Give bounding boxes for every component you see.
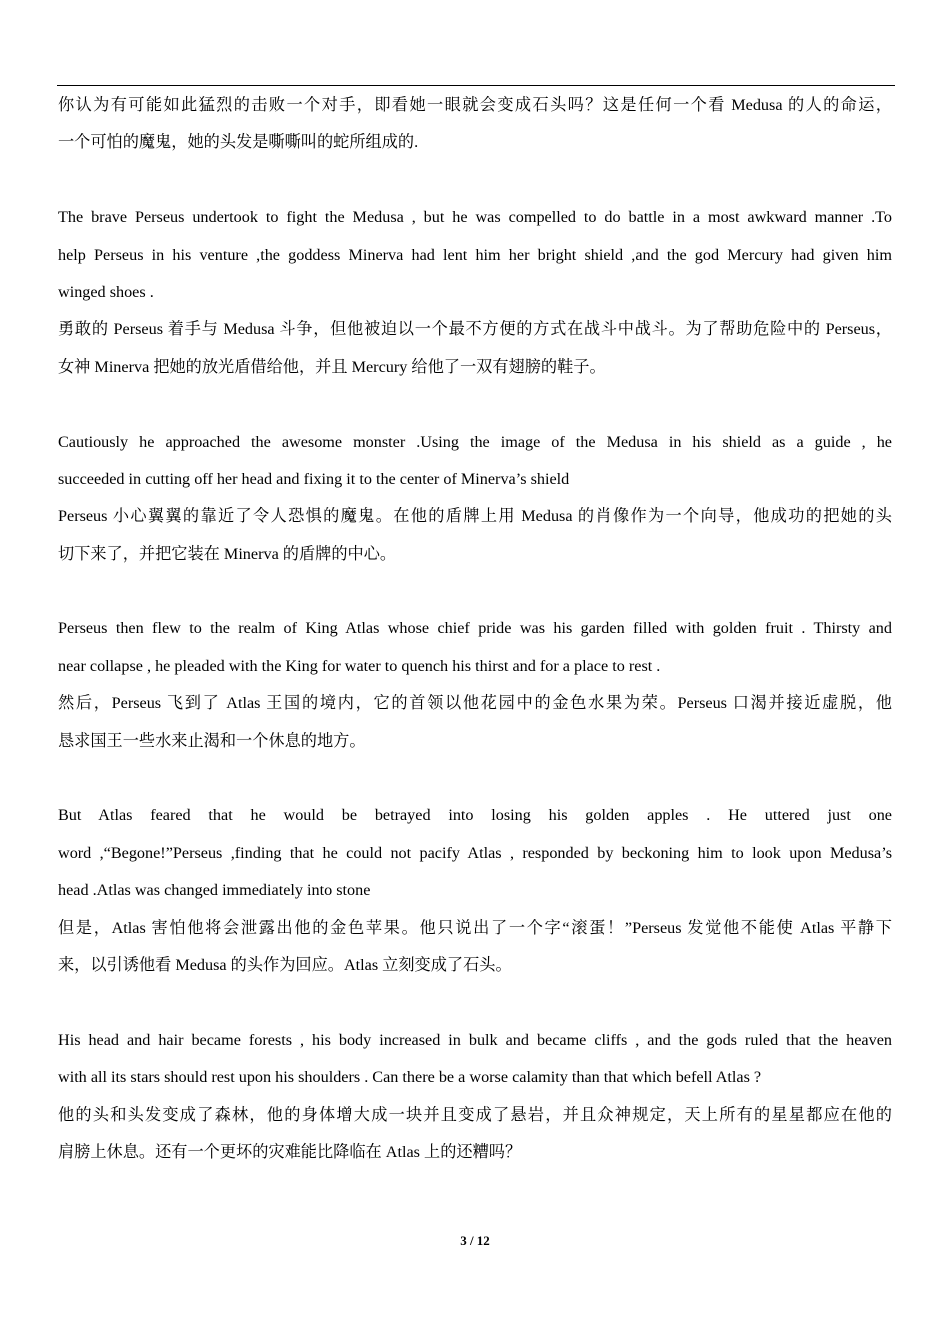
text-line: 但是，Atlas 害怕他将会泄露出他的金色苹果。他只说出了一个字“滚蛋！”Perseus 发觉他不能使 Atlas 平静下 <box>58 918 892 937</box>
text-line: 来，以引诱他看 Medusa 的头作为回应。Atlas 立刻变成了石头。 <box>58 955 512 974</box>
text-line: 然后，Perseus 飞到了 Atlas 王国的境内，它的首领以他花园中的金色水果为荣。Perseus 口渴并接近虚脱，他 <box>58 694 892 713</box>
paragraph-gap <box>58 573 892 610</box>
paragraph <box>58 87 892 162</box>
text-line: Cautiously he approached the awesome monster .Using the image of the Medusa in his shield as a guide , he <box>58 432 892 451</box>
paragraph <box>58 610 892 760</box>
paragraph-gap <box>58 162 892 199</box>
text-line: Perseus then flew to the realm of King Atlas whose chief pride was his garden filled with golden fruit . Thirsty and <box>58 619 892 638</box>
text-line: Perseus 小心翼翼的靠近了令人恐惧的魔鬼。在他的盾牌上用 Medusa 的肖像作为一个向导，他成功的把她的头 <box>58 507 892 526</box>
paragraph <box>58 199 892 386</box>
text-line: 切下来了，并把它装在 Minerva 的盾牌的中心。 <box>58 544 397 563</box>
text-line: 他的头和头发变成了森林，他的身体增大成一块并且变成了悬岩，并且众神规定，天上所有的星星都应在他的 <box>58 1105 892 1124</box>
text-line: 一个可怕的魔鬼，她的头发是嘶嘶叫的蛇所组成的. <box>58 133 419 152</box>
text-line: 你认为有可能如此猛烈的击败一个对手，即看她一眼就会变成石头吗？这是任何一个看 Medusa 的人的命运， <box>58 96 892 114</box>
text-line: But Atlas feared that he would be betrayed into losing his golden apples . He uttered just one <box>58 806 892 825</box>
text-line: winged shoes . <box>58 282 154 301</box>
text-line: 女神 Minerva 把她的放光盾借给他，并且 Mercury 给他了一双有翅膀的鞋子。 <box>58 357 606 376</box>
paragraph <box>58 1022 892 1172</box>
text-line: with all its stars should rest upon his shoulders . Can there be a worse calamity than that which befell Atlas ? <box>58 1068 762 1087</box>
paragraph <box>58 424 892 574</box>
document-body <box>58 87 892 1171</box>
paragraph-gap <box>58 386 892 423</box>
text-line: help Perseus in his venture ,the goddess Minerva had lent him her bright shield ,and the god Mercury had given him <box>58 245 892 264</box>
paragraph-gap <box>58 984 892 1021</box>
paragraph-gap <box>58 760 892 797</box>
text-line: His head and hair became forests , his body increased in bulk and became cliffs , and the gods ruled that the heaven <box>58 1030 892 1049</box>
text-line: 恳求国王一些水来止渴和一个休息的地方。 <box>58 731 366 750</box>
header-rule <box>57 85 895 86</box>
text-line: succeeded in cutting off her head and fixing it to the center of Minerva’s shield <box>58 469 570 488</box>
text-line: head .Atlas was changed immediately into stone <box>58 881 371 900</box>
text-line: near collapse , he pleaded with the King for water to quench his thirst and for a place to rest . <box>58 656 661 675</box>
paragraph <box>58 797 892 984</box>
text-line: word ,“Begone!”Perseus ,finding that he could not pacify Atlas , responded by beckoning him to look upon Medusa’s <box>58 843 892 862</box>
text-line: The brave Perseus undertook to fight the Medusa , but he was compelled to do battle in a most awkward manner .To <box>58 208 892 227</box>
text-line: 肩膀上休息。还有一个更坏的灾难能比降临在 Atlas 上的还糟吗？ <box>58 1142 522 1161</box>
page-number: 3 / 12 <box>460 1233 490 1248</box>
text-line: 勇敢的 Perseus 着手与 Medusa 斗争，但他被迫以一个最不方便的方式在战斗中战斗。为了帮助危险中的 Perseus， <box>58 320 892 339</box>
